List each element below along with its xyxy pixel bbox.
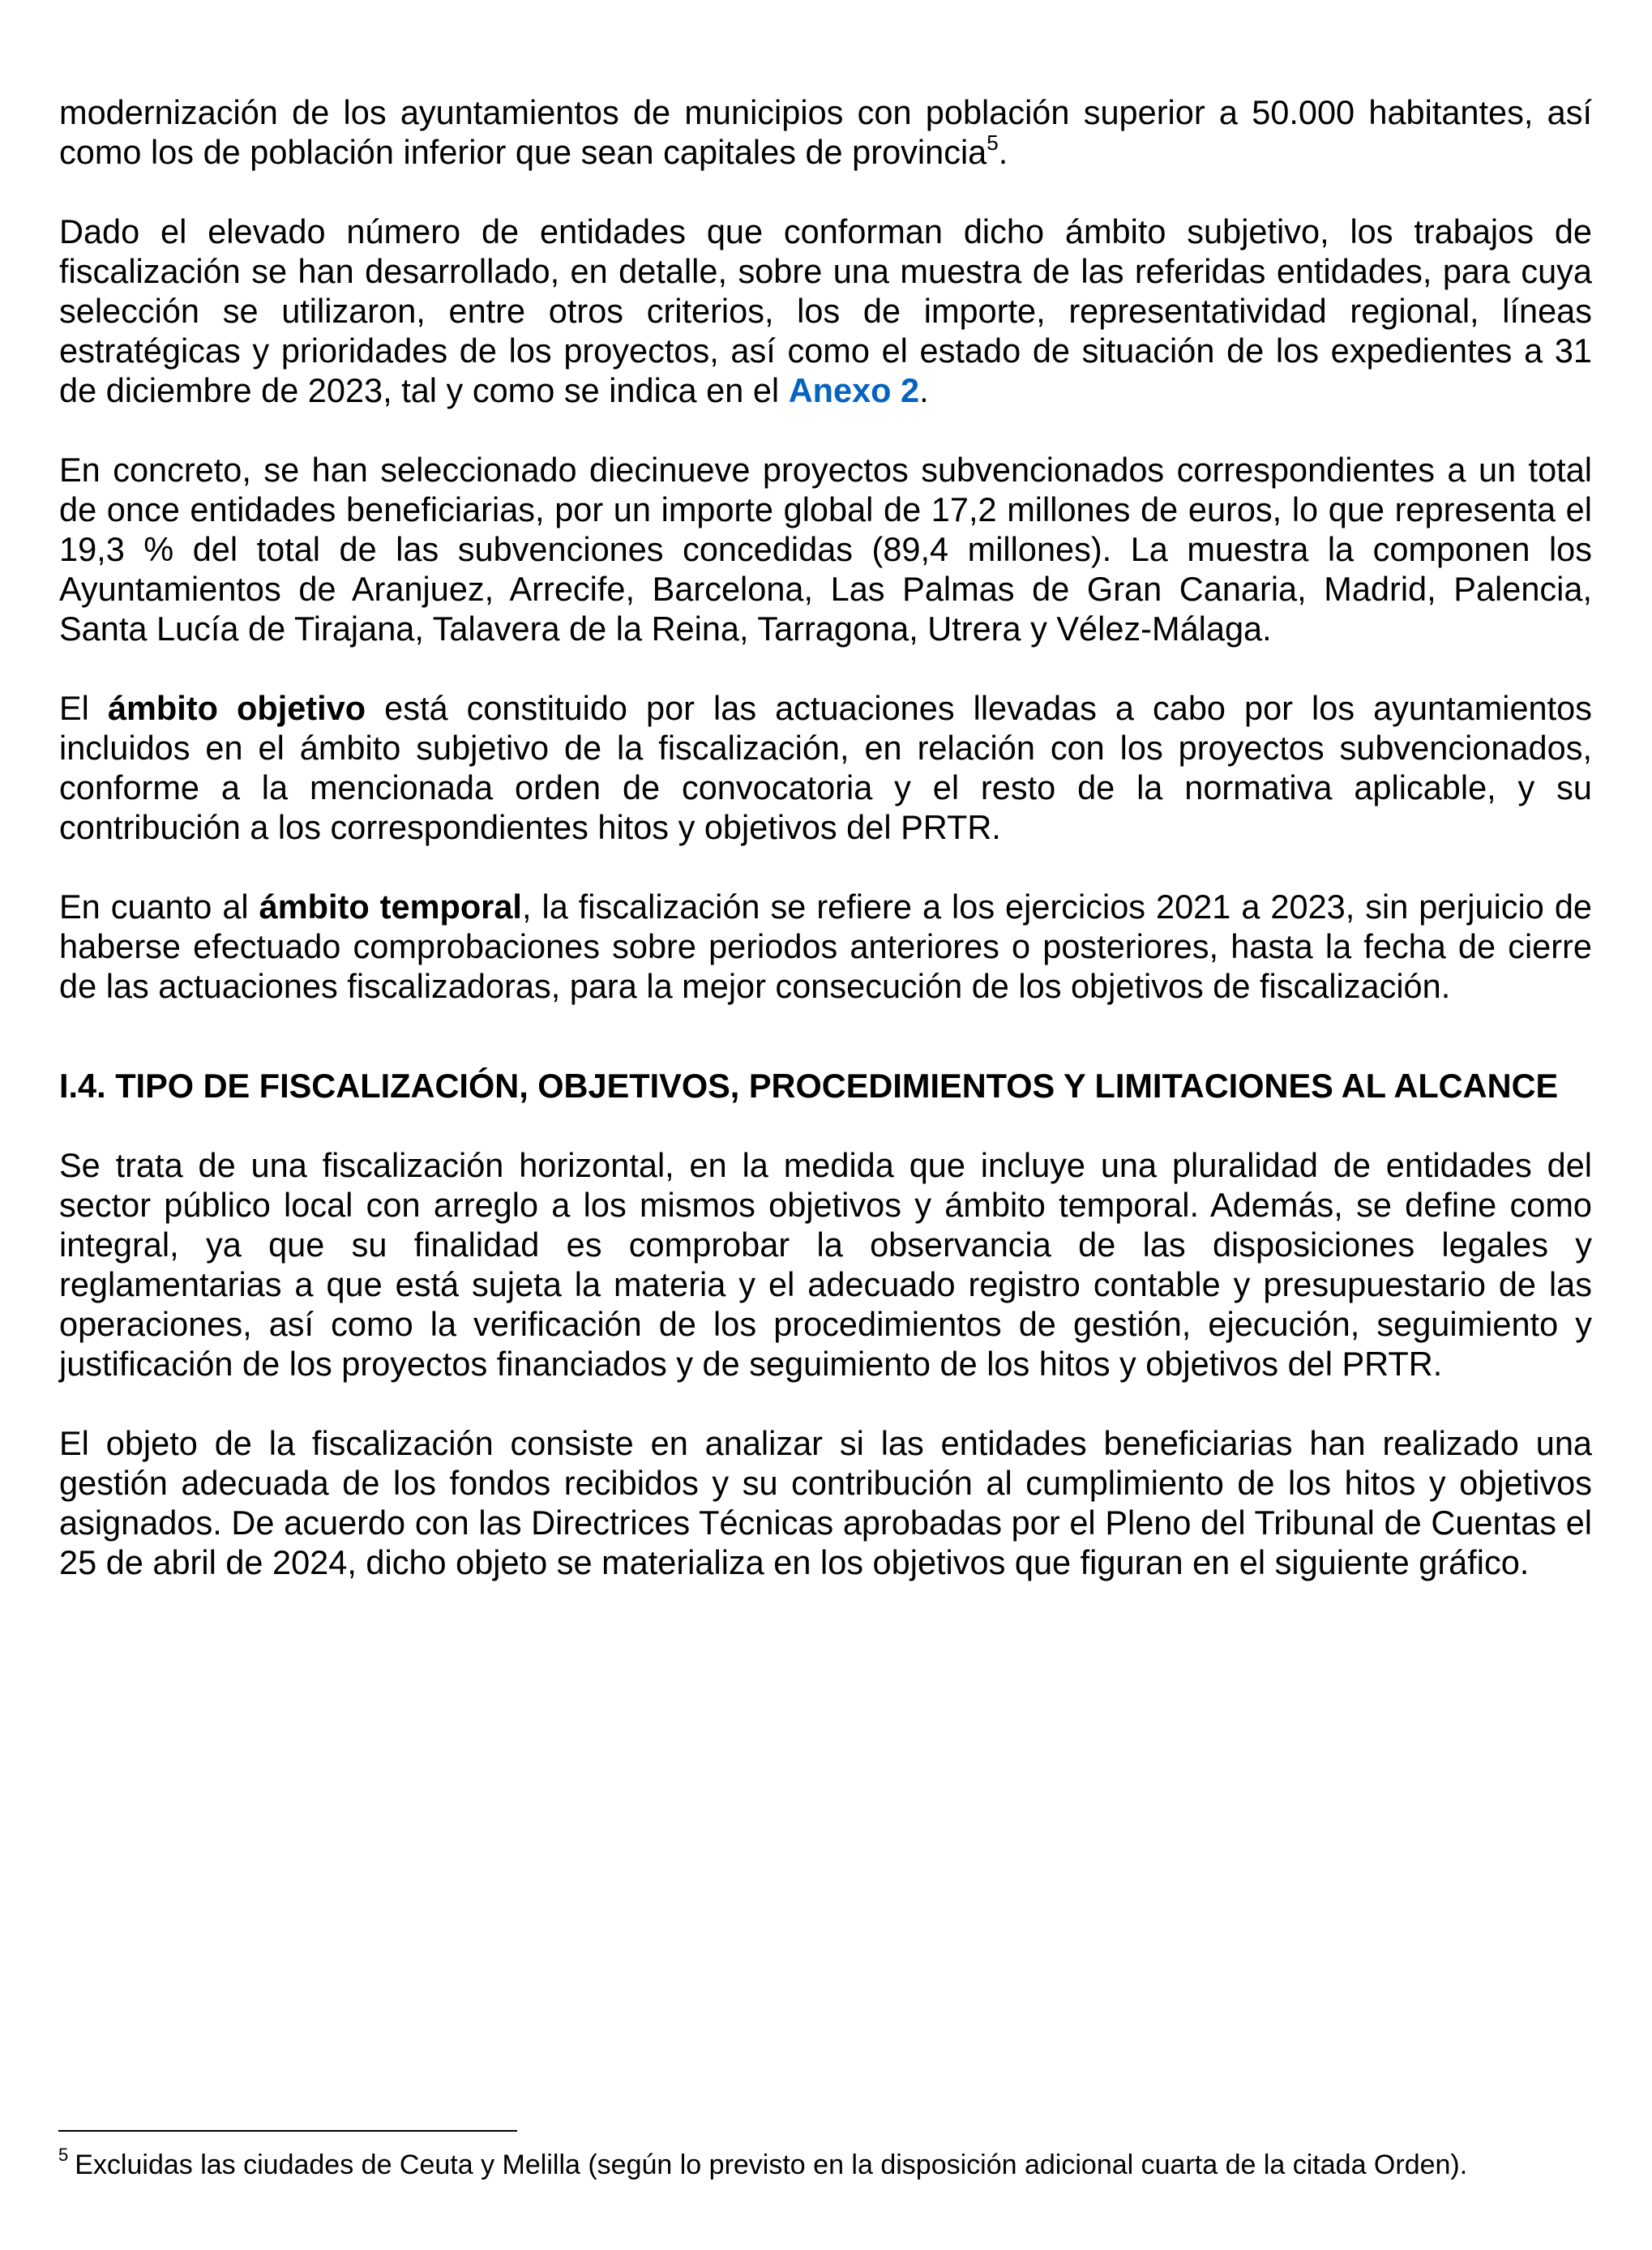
paragraph-text-end: . xyxy=(919,371,929,409)
paragraph-sample-selection xyxy=(59,212,1592,410)
bold-term-ambito-objetivo: ámbito objetivo xyxy=(107,689,366,727)
paragraph-text: El xyxy=(59,689,108,727)
anexo-2-link[interactable]: Anexo 2 xyxy=(788,371,920,409)
footnote-text: Excluidas las ciudades de Ceuta y Melilla (según lo previsto en la disposición adicional cuarta de la citada Orden). xyxy=(75,2149,1468,2180)
paragraph-text: En cuanto al xyxy=(59,888,259,926)
paragraph-text-end: está constituido por las actuaciones llevadas a cabo por los ayuntamientos incluidos en el ámbito subjetivo de la fiscalización, en relación con los proyectos subvencionados, conforme a la mencionada orden de convocatoria y el resto de la normativa aplicable, y su contribución a los correspondientes hitos y objetivos del PRTR. xyxy=(59,689,1593,846)
paragraph-ambito-objetivo xyxy=(59,688,1592,847)
paragraph-text: modernización de los ayuntamientos de municipios con población superior a 50.000 habitantes, así como los de población inferior que sean capitales de provincia xyxy=(59,93,1592,171)
footnote-reference[interactable]: 5 xyxy=(986,130,999,156)
paragraph-population-criteria xyxy=(59,92,1592,172)
paragraph-text-end: , la fiscalización se refiere a los ejercicios 2021 a 2023, sin perjuicio de haberse efectuado comprobaciones sobre periodos anteriores o posteriores, hasta la fecha de cierre de las actuaciones fiscalizadoras, para la mejor consecución de los objetivos de fiscalización. xyxy=(59,888,1593,1005)
paragraph-fiscalization-object: El objeto de la fiscalización consiste en analizar si las entidades beneficiarias han realizado una gestión adecuada de los fondos recibidos y su contribución al cumplimiento de los hitos y objetivos asignados. De acuerdo con las Directrices Técnicas aprobadas por el Pleno del Tribunal de Cuentas el 25 de abril de 2024, dicho objeto se materializa en los objetivos que figuran en el siguiente gráfico. xyxy=(59,1424,1592,1581)
footnote xyxy=(58,2144,1599,2182)
footnote-number: 5 xyxy=(58,2144,69,2165)
paragraph-text-end: . xyxy=(998,133,1008,171)
document-body xyxy=(59,92,1592,1582)
footnote-separator xyxy=(58,2130,517,2132)
paragraph-text: Dado el elevado número de entidades que conforman dicho ámbito subjetivo, los trabajos de fiscalización se han desarrollado, en detalle, sobre una muestra de las referidas entidades, para cuya selección se utilizaron, entre otros criterios, los de importe, representatividad regional, líneas estratégicas y prioridades de los proyectos, así como el estado de situación de los expedientes a 31 de diciembre de 2023, tal y como se indica en el xyxy=(59,212,1592,409)
paragraph-ambito-temporal xyxy=(59,887,1592,1006)
paragraph-sample-details: En concreto, se han seleccionado diecinueve proyectos subvencionados correspondientes a un total de once entidades beneficiarias, por un importe global de 17,2 millones de euros, lo que representa el 19,3 % del total de las subvenciones concedidas (89,4 millones). La muestra la componen los Ayuntamientos de Aranjuez, Arrecife, Barcelona, Las Palmas de Gran Canaria, Madrid, Palencia, Santa Lucía de Tirajana, Talavera de la Reina, Tarragona, Utrera y Vélez-Málaga. xyxy=(59,451,1592,648)
paragraph-fiscalization-type: Se trata de una fiscalización horizontal, en la medida que incluye una pluralidad de entidades del sector público local con arreglo a los mismos objetivos y ámbito temporal. Además, se define como integral, ya que su finalidad es comprobar la observancia de las disposiciones legales y reglamentarias a que está sujeta la materia y el adecuado registro contable y presupuestario de las operaciones, así como la verificación de los procedimientos de gestión, ejecución, seguimiento y justificación de los proyectos financiados y de seguimiento de los hitos y objetivos del PRTR. xyxy=(59,1146,1592,1383)
section-heading: I.4. TIPO DE FISCALIZACIÓN, OBJETIVOS, PROCEDIMIENTOS Y LIMITACIONES AL ALCANCE xyxy=(59,1067,1559,1105)
bold-term-ambito-temporal: ámbito temporal xyxy=(259,888,522,926)
